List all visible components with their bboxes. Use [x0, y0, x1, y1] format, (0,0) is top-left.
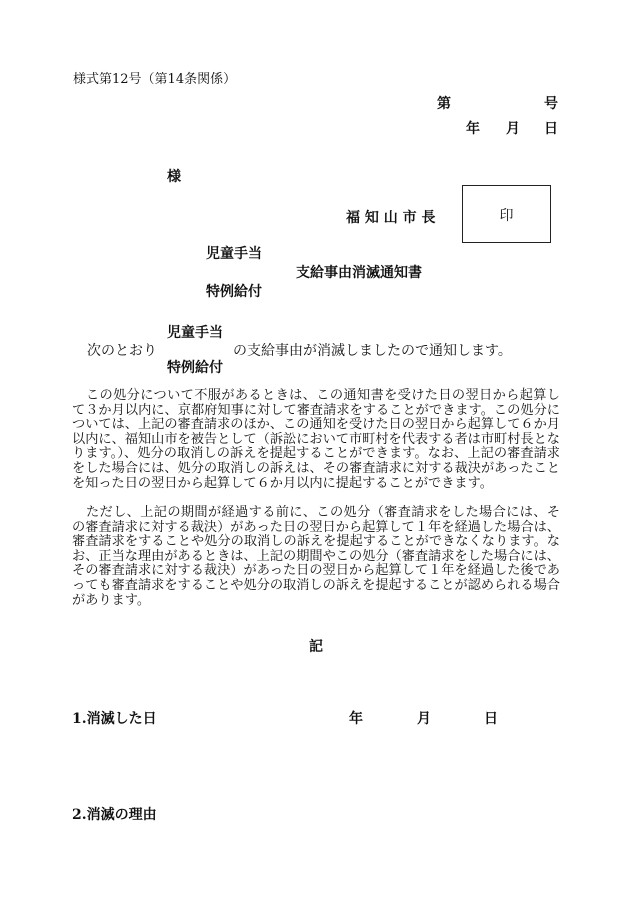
title-option-child-allowance: 児童手当: [206, 246, 262, 262]
item-date-year: 年: [349, 711, 363, 727]
number-suffix: 号: [544, 96, 558, 112]
addressee-suffix: 様: [167, 169, 181, 185]
intro-prefix: 次のとおり: [87, 343, 157, 359]
item-date-day: 日: [484, 711, 498, 727]
date-month: 月: [506, 121, 520, 137]
intro-option-child-allowance: 児童手当: [167, 325, 223, 341]
notice-paragraph-2: ただし、上記の期間が経過する前に、この処分（審査請求をした場合には、その審査請求に対する裁決）があった日の翌日から起算して１年を経過した場合は、審査請求をすることや処分の取消しの訴えを提起することができなくなります。なお、正当な理由があるときは、上記の期間やこの処分（審査請求をした場合には、その審査請求に対する裁決）があった日の翌日から起算して１年を経過した後であっても審査請求をすることや処分の取消しの訴えを提起することが認められる場合があります。: [72, 505, 560, 608]
date-day: 日: [544, 121, 558, 137]
intro-option-special-benefit: 特例給付: [167, 360, 223, 376]
number-prefix: 第: [437, 96, 451, 112]
issuer-name: 福 知 山 市 長: [346, 210, 436, 226]
title-option-special-benefit: 特例給付: [206, 284, 262, 300]
item-label-reason: 2.消滅の理由: [72, 807, 157, 823]
form-id: 様式第12号（第14条関係）: [73, 72, 237, 87]
seal-label: 印: [499, 208, 514, 224]
seal-box: [462, 185, 551, 243]
date-year: 年: [466, 121, 480, 137]
item-label-extinguished-date: 1.消滅した日: [72, 711, 157, 727]
notice-paragraph-1: この処分について不服があるときは、この通知書を受けた日の翌日から起算して３か月以内に、京都府知事に対して審査請求をすることができます。この処分については、上記の審査請求のほか、この通知を受けた日の翌日から起算して６か月以内に、福知山市を被告として（訴訟において市町村を代表する者は市町村長となります。）、処分の取消しの訴えを提起することができます。なお、上記の審査請求をした場合には、処分の取消しの訴えは、その審査請求に対する裁決があったことを知った日の翌日から起算して６か月以内に提起することができます。: [72, 388, 560, 491]
item-date-month: 月: [417, 711, 431, 727]
intro-suffix: の支給事由が消滅しましたので通知します。: [233, 343, 512, 359]
document-title: 支給事由消滅通知書: [296, 265, 422, 281]
ki-heading: 記: [309, 639, 323, 655]
